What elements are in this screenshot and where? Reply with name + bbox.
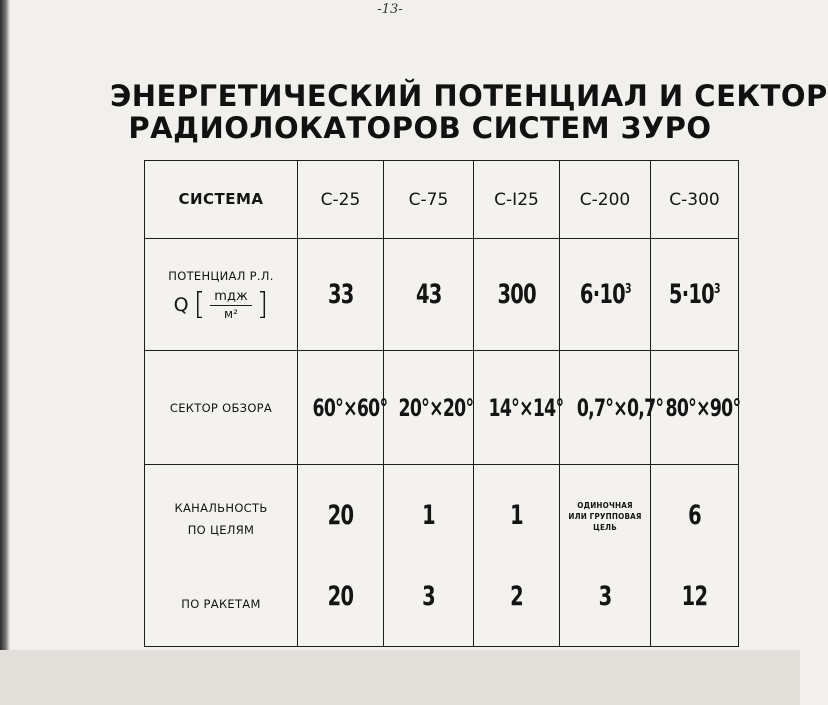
value-exponent: 3 — [714, 282, 720, 297]
radar-systems-table — [144, 160, 739, 647]
sector-value-cell — [651, 351, 739, 465]
channels-label-stack — [145, 497, 297, 615]
header-system-label: СИСТЕМА — [178, 190, 264, 208]
formula-close-bracket: ] — [256, 286, 269, 322]
value-base: 43 — [415, 279, 442, 310]
channels-label: КАНАЛЬНОСТЬ — [174, 500, 268, 515]
header-row — [145, 161, 739, 239]
value-base: 300 — [497, 279, 536, 310]
sector-row — [145, 351, 739, 465]
value-base: 33 — [327, 279, 354, 310]
potential-value — [328, 279, 354, 310]
missiles-value: 3 — [598, 580, 612, 612]
targets-value: 1 — [510, 499, 523, 531]
header-col-label: С-25 — [320, 189, 361, 210]
c200-target-note — [560, 500, 650, 533]
targets-value: 20 — [327, 499, 354, 531]
formula-denominator: м² — [224, 306, 238, 321]
sector-value-cell — [560, 351, 664, 465]
header-col-c200 — [560, 161, 651, 239]
potential-value — [497, 279, 535, 310]
potential-value-cell — [298, 239, 384, 351]
sector-value: 0,7°×0,7° — [576, 393, 664, 422]
channels-targets-label: ПО ЦЕЛЯМ — [187, 522, 255, 537]
channels-value-cell — [651, 465, 739, 647]
channels-stack — [384, 500, 473, 612]
missiles-value: 2 — [510, 580, 523, 612]
sector-value-cell — [298, 351, 388, 465]
potential-value — [669, 279, 720, 310]
header-col-c25 — [298, 161, 384, 239]
channels-label-cell — [145, 465, 298, 647]
channels-stack — [651, 500, 738, 612]
header-col-label: С-200 — [579, 189, 631, 210]
channels-stack — [474, 500, 559, 612]
channels-value-cell — [560, 465, 651, 647]
formula-open-bracket: [ — [193, 286, 206, 322]
title-line-1: ЭНЕРГЕТИЧЕСКИЙ ПОТЕНЦИАЛ И СЕКТОР — [110, 79, 828, 113]
sector-value: 60°×60° — [312, 393, 388, 422]
sector-value: 80°×90° — [665, 393, 741, 422]
note-line: ОДИНОЧНАЯ — [577, 500, 633, 510]
channels-stack — [560, 500, 650, 612]
header-col-c300 — [651, 161, 739, 239]
header-col-label: С-75 — [408, 189, 449, 210]
title-line-2: РАДИОЛОКАТОРОВ СИСТЕМ ЗУРО — [128, 111, 712, 145]
channels-value-cell — [474, 465, 560, 647]
missiles-value: 20 — [327, 580, 354, 612]
targets-value: 1 — [422, 499, 435, 531]
sector-value-cell — [384, 351, 474, 465]
potential-label-cell — [145, 239, 298, 351]
targets-value: 6 — [688, 499, 701, 531]
potential-value-cell — [384, 239, 474, 351]
potential-label: ПОТЕНЦИАЛ Р.Л. — [168, 268, 274, 283]
sector-label: СЕКТОР ОБЗОРА — [169, 400, 273, 415]
value-base: 6·10 — [579, 279, 625, 310]
note-line: ЦЕЛЬ — [593, 522, 617, 532]
page-binding-edge — [0, 0, 10, 705]
header-col-label: С-300 — [669, 189, 720, 210]
channels-stack — [298, 500, 383, 612]
header-col-c75 — [384, 161, 474, 239]
channels-value-cell — [384, 465, 474, 647]
channels-missiles-label: ПО РАКЕТАМ — [181, 596, 261, 611]
formula-q: Q — [173, 293, 189, 316]
value-exponent: 3 — [624, 282, 631, 297]
note-line: ИЛИ ГРУППОВАЯ — [568, 511, 642, 521]
potential-value — [580, 279, 631, 310]
potential-value — [416, 279, 442, 310]
header-col-c125 — [474, 161, 560, 239]
channels-value-cell — [298, 465, 384, 647]
potential-value-cell — [651, 239, 739, 351]
header-system-cell — [145, 161, 298, 239]
sector-label-cell — [145, 351, 298, 465]
page-title — [110, 79, 828, 145]
sector-value-cell — [474, 351, 564, 465]
sector-value: 20°×20° — [398, 393, 474, 422]
formula-fraction — [210, 289, 251, 321]
page-bottom-band — [0, 650, 800, 705]
potential-value-cell — [474, 239, 560, 351]
potential-row — [145, 239, 739, 351]
missiles-value: 3 — [422, 580, 435, 612]
value-base: 5·10 — [669, 279, 715, 310]
formula-numerator: mдж — [210, 289, 251, 306]
page-number: -13- — [377, 2, 403, 17]
potential-formula — [145, 286, 297, 322]
missiles-value: 12 — [681, 580, 708, 612]
potential-value-cell — [560, 239, 651, 351]
channels-row — [145, 465, 739, 647]
sector-value: 14°×14° — [488, 393, 564, 422]
header-col-label: С-I25 — [494, 189, 539, 210]
